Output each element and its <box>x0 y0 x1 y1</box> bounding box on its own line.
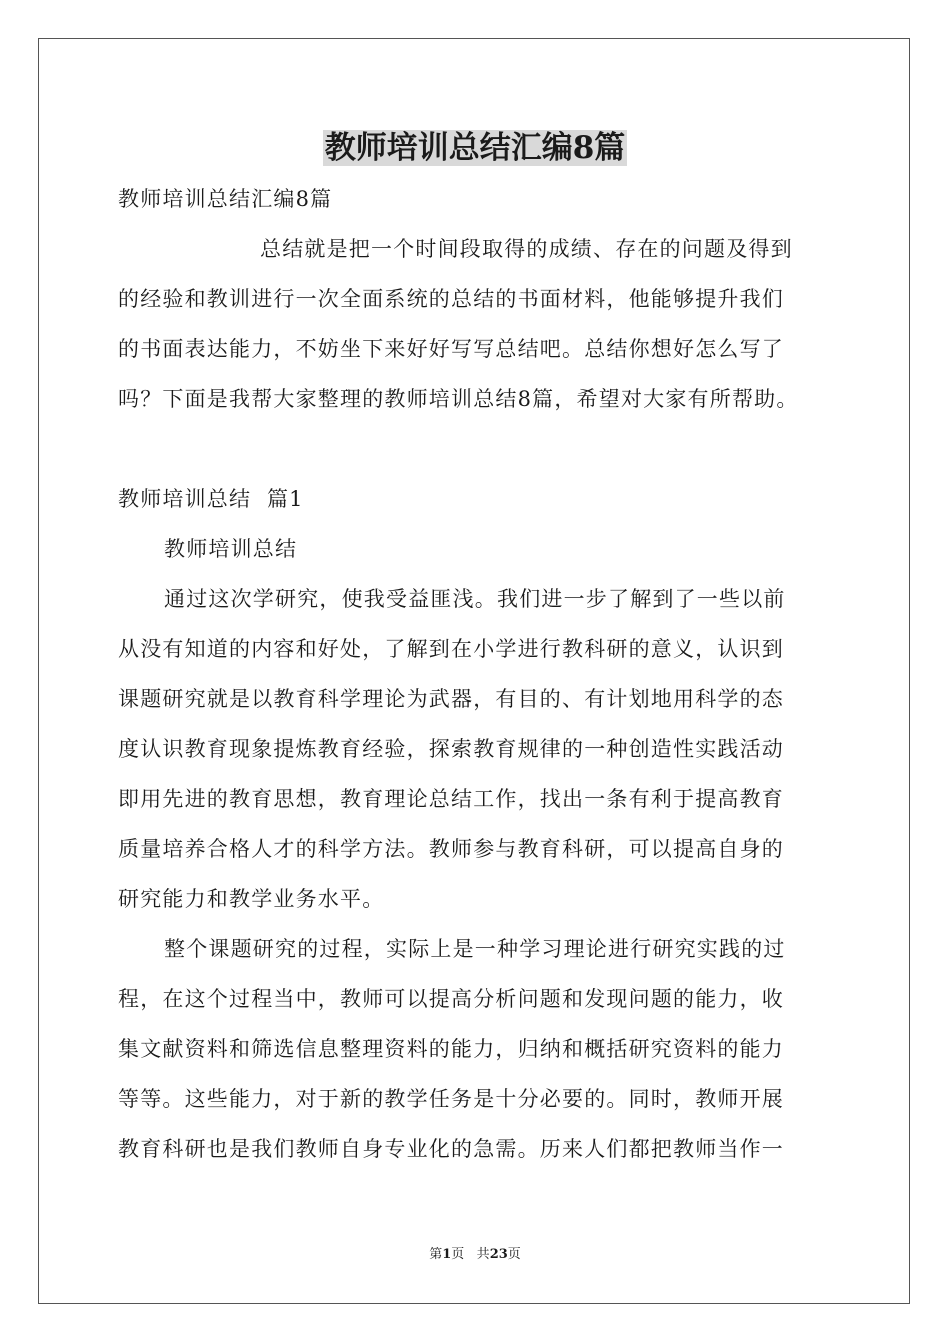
intro-line: 总结就是把一个时间段取得的成绩、存在的问题及得到 <box>260 237 793 261</box>
paragraph-line: 教育科研也是我们教师自身专业化的急需。历来人们都把教师当作一 <box>118 1137 784 1161</box>
paragraph-line: 整个课题研究的过程，实际上是一种学习理论进行研究实践的过 <box>164 937 786 961</box>
paragraph-line: 研究能力和教学业务水平。 <box>118 887 385 911</box>
paragraph-line: 即用先进的教育思想，教育理论总结工作，找出一条有利于提高教育 <box>118 787 784 811</box>
document-title <box>0 128 950 168</box>
page-number: 1 <box>442 1247 452 1262</box>
intro-line: 的经验和教训进行一次全面系统的总结的书面材料，他能够提升我们 <box>118 287 784 311</box>
page-footer <box>0 1246 950 1264</box>
page-label-suffix: 页 <box>451 1247 465 1262</box>
total-label-prefix: 共 <box>476 1247 490 1262</box>
paragraph-line: 度认识教育现象提炼教育经验，探索教育规律的一种创造性实践活动 <box>118 737 784 761</box>
section-heading: 教师培训总结 篇1 <box>118 487 304 511</box>
document-title-text: 教师培训总结汇编8篇 <box>324 130 626 166</box>
paragraph-line: 等等。这些能力，对于新的教学任务是十分必要的。同时，教师开展 <box>118 1087 784 1111</box>
paragraph-line: 从没有知道的内容和好处，了解到在小学进行教科研的意义，认识到 <box>118 637 784 661</box>
page-border <box>38 38 910 1304</box>
total-pages: 23 <box>489 1247 508 1262</box>
intro-line: 吗？下面是我帮大家整理的教师培训总结8篇，希望对大家有所帮助。 <box>118 387 799 411</box>
document-subtitle: 教师培训总结汇编8篇 <box>118 187 333 211</box>
paragraph-line: 通过这次学研究，使我受益匪浅。我们进一步了解到了一些以前 <box>164 587 786 611</box>
total-label-suffix: 页 <box>507 1247 521 1262</box>
paragraph-line: 集文献资料和筛选信息整理资料的能力，归纳和概括研究资料的能力 <box>118 1037 784 1061</box>
section-subheading: 教师培训总结 <box>164 537 298 561</box>
page-label-prefix: 第 <box>429 1247 443 1262</box>
paragraph-line: 课题研究就是以教育科学理论为武器，有目的、有计划地用科学的态 <box>118 687 784 711</box>
paragraph-line: 程，在这个过程当中，教师可以提高分析问题和发现问题的能力，收 <box>118 987 784 1011</box>
intro-line: 的书面表达能力，不妨坐下来好好写写总结吧。总结你想好怎么写了 <box>118 337 784 361</box>
paragraph-line: 质量培养合格人才的科学方法。教师参与教育科研，可以提高自身的 <box>118 837 784 861</box>
